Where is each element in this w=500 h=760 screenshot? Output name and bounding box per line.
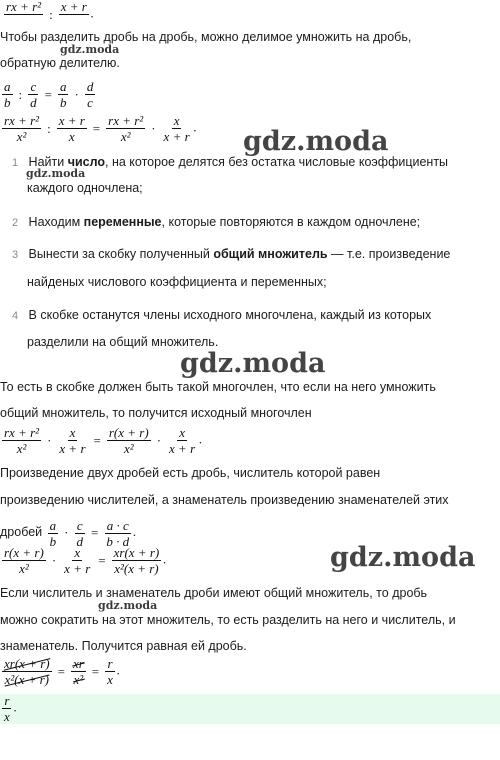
fraction: $\frac{d}{c}$ xyxy=(86,79,94,110)
numerator: x + r xyxy=(60,0,87,14)
period: . xyxy=(90,5,95,21)
watermark-large: gdz.moda xyxy=(243,126,389,157)
expression-4: $\frac{xr(x + r)}{\text{x²(x + r)}}$ = $\frac{xr}{\text{x²}}$ = $\frac{r}{x}$ . xyxy=(4,656,121,687)
step-number: 1 xyxy=(12,157,19,169)
watermark-small: gdz.moda xyxy=(60,43,120,56)
watermark-large: gdz.moda xyxy=(330,542,476,573)
division-rule: $\frac{a}{b}$ : $\frac{c}{d}$ = $\frac{a}{b}$ · $\frac{d}{c}$ xyxy=(4,79,94,110)
answer-highlight xyxy=(0,694,500,724)
step-4-line-2: разделили на общий множитель. xyxy=(27,335,219,349)
watermark-small: gdz.moda xyxy=(98,599,158,612)
intro-line-1: Чтобы разделить дробь на дробь, можно делимое умножить на дробь, xyxy=(0,30,412,44)
product-rule: $\frac{a}{b}$ · $\frac{c}{d}$ = $\frac{a \cdot c}{b \cdot d}$ . xyxy=(49,517,137,549)
answer: $\frac{r}{x}$ . xyxy=(4,693,18,724)
step-3-line-2: найденых числового коэффициента и переменных; xyxy=(27,275,327,289)
para3-line-2: произведению числителей, а знаменатель произведению знаменателей этих xyxy=(0,493,449,507)
operator: : xyxy=(49,6,53,22)
para4-line-3: знаменатель. Получится равная ей дробь. xyxy=(0,639,247,653)
fraction xyxy=(4,0,43,29)
expression-3: $\frac{r(x + r)}{\text{x²}}$ · $\frac{x}{x + r}$ = $\frac{xr(x + r)}{\text{x²(x + r)}}$ . xyxy=(4,545,167,576)
cancelled-term: xr xyxy=(72,656,84,671)
para3-line-1: Произведение двух дробей есть дробь, числитель которой равен xyxy=(0,466,381,480)
watermark-large: gdz.moda xyxy=(180,348,326,379)
expression-1: $\frac{\text{rx + r²}}{\text{x²}}$ : $\frac{x + r}{x}$ = $\frac{\text{rx + r²}}{\text{x²}}$ · $\frac{x}{x + r}$ . xyxy=(4,113,197,144)
step-4: 4 В скобке останутся члены исходного многочлена, каждый из которых xyxy=(12,308,432,322)
para3-line-3: дробей $\frac{a}{b}$ · $\frac{c}{d}$ = $\frac{a \cdot c}{b \cdot d}$ . xyxy=(0,517,137,549)
fraction: $\frac{c}{d}$ xyxy=(30,79,37,110)
fraction: $\frac{a}{b}$ xyxy=(4,79,11,110)
step-1: 1 Найти число, на которое делятся без остатка числовые коэффициенты xyxy=(12,155,449,169)
para2-line-2: общий множитель, то получится исходный многочлен xyxy=(0,406,312,420)
fraction: $\frac{a}{b}$ xyxy=(59,79,67,110)
numerator: rx + r² xyxy=(6,0,42,14)
para2-line-1: То есть в скобке должен быть такой многочлен, что если на него умножить xyxy=(0,380,436,394)
cancelled-term: x² xyxy=(73,672,84,687)
step-2: 2 Находим переменные, которые повторяются в каждом одночлене; xyxy=(12,215,421,229)
cancelled-term: x²(x + r) xyxy=(4,672,50,687)
fraction xyxy=(59,0,89,29)
step-3: 3 Вынести за скобку полученный общий множитель — т.е. произведение xyxy=(12,247,451,261)
para4-line-1: Если числитель и знаменатель дроби имеют общий множитель, то дробь xyxy=(0,586,428,600)
step-1-line-2: каждого одночлена; xyxy=(27,181,143,195)
top-expression xyxy=(2,0,94,29)
cancelled-term: xr(x + r) xyxy=(4,656,50,671)
intro-line-2: обратную делителю. xyxy=(0,56,120,70)
expression-2: $\frac{\text{rx + r²}}{\text{x²}}$ · $\frac{x}{x + r}$ = $\frac{r(x + r)}{\text{x²}}$ · $\frac{x}{x + r}$ . xyxy=(4,425,203,456)
watermark-small: gdz.moda xyxy=(26,167,86,180)
para4-line-2: можно сократить на этот множитель, то есть разделить на него и числитель, и xyxy=(0,613,456,627)
